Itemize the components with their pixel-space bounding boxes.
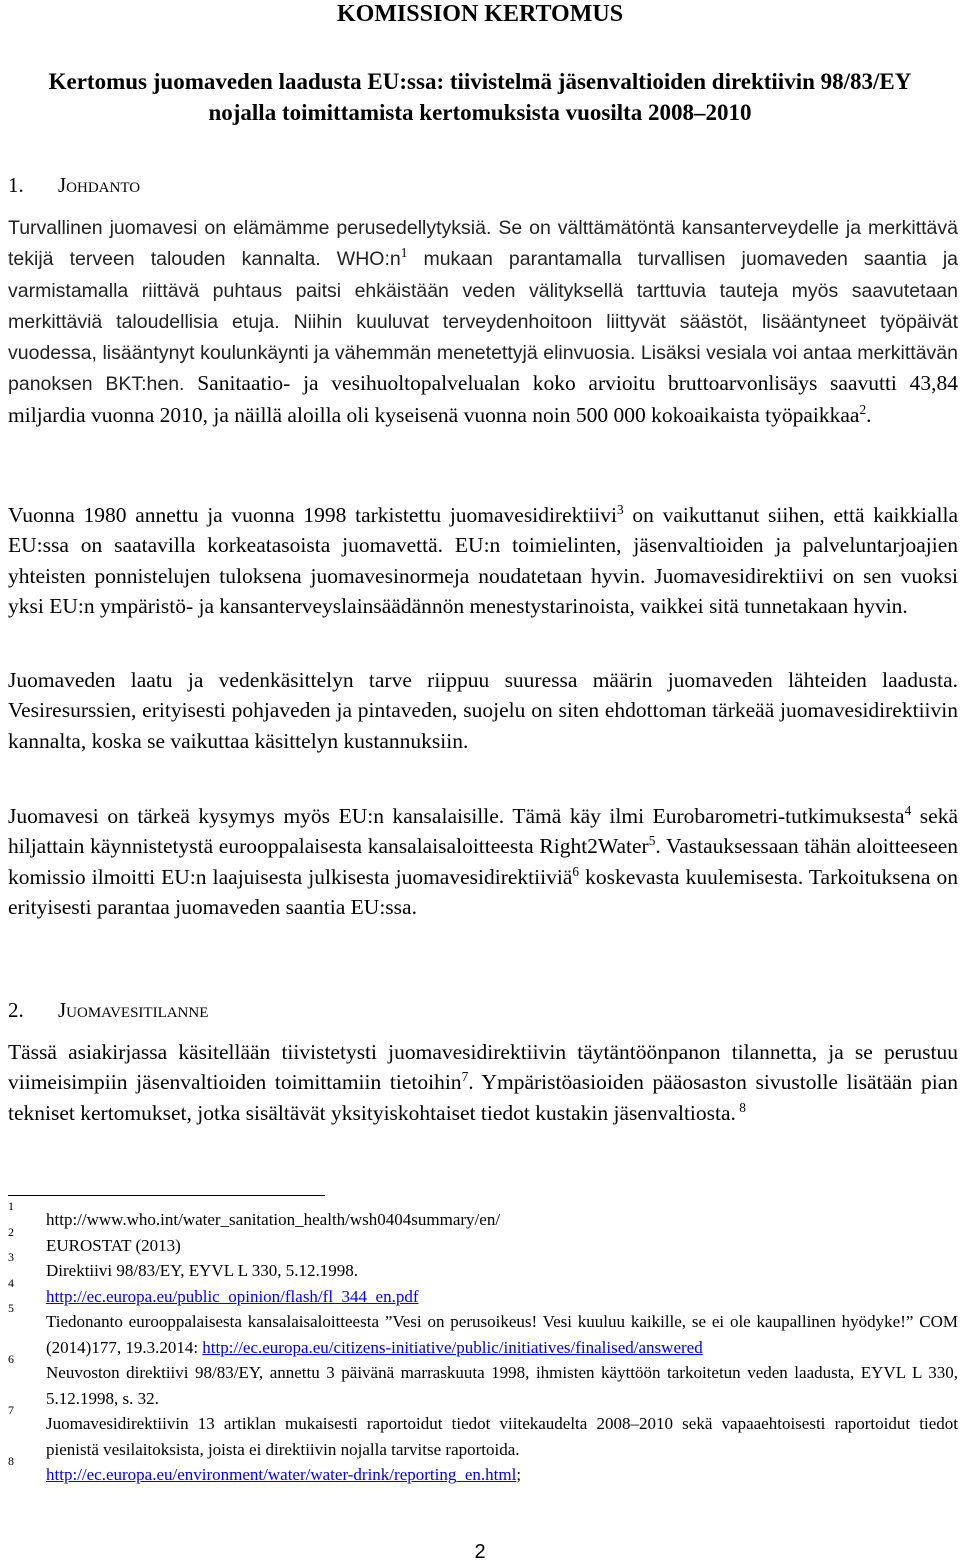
footnote-7 [8, 1403, 958, 1462]
footnote-text: http://www.who.int/water_sanitation_health/wsh0404summary/en/ [46, 1210, 501, 1229]
paragraph-text: Sanitaatio- ja vesihuoltopalvelualan koko arvioitu bruttoarvonlisäys saavutti 43,84 miljardia vuonna 2010, ja näillä aloilla oli kyseisenä vuonna noin 500 000 kokoaikaista työpaikkaa [8, 371, 959, 427]
section-1-paragraph-2 [8, 500, 958, 621]
section-1-heading [8, 172, 140, 198]
footnote-text: ; [516, 1465, 522, 1484]
footnote-text: Tiedonanto eurooppalaisesta kansalaisaloitteesta ”Vesi on perusoikeus! Vesi kuuluu kaikille, se ei ole kaupallinen hyödyke!” COM (2014)177, 19.3.2014: [46, 1312, 958, 1357]
footnote-4 [8, 1275, 958, 1310]
paragraph-text: sekä hiljattain käynnistetystä eurooppalaisesta kansalaisaloitteesta Right2Water [8, 804, 959, 859]
section-2-paragraph-1 [8, 1037, 958, 1128]
footnote-number: 8 [8, 1454, 14, 1468]
footnote-number: 4 [8, 1275, 14, 1290]
section-2-title: Juomavesitilanne [58, 998, 209, 1022]
paragraph-text: . Vastauksessaan tähän aloitteeseen komissio ilmoitti EU:n laajuisesta julkisesta juomavesidirektiiviä [8, 834, 958, 889]
paragraph-text: mukaan parantamalla turvallisen juomaveden saantia ja varmistamalla riittävä puhtaus paitsi ehkäistään veden välityksellä tarttuvia tauteja myös saavutetaan merkittäviä taloudellisia etuja. [8, 248, 958, 333]
footnote-separator [8, 1195, 325, 1196]
footnote-text: EUROSTAT (2013) [46, 1235, 181, 1255]
paragraph-text: on vaikuttanut siihen, että kaikkialla EU:ssa on saatavilla korkeatasoista juomavettä. EU:n toimielinten, jäsenvaltioiden ja palveluntarjoajien yhteisten ponnistelujen tuloksena juomavesinormeja noudatetaan hyvin. Juomavesidirektiivi on sen vuoksi yksi EU:n ympäristö- ja kansanterveyslainsäädännön menestystarinoista, vaikkei sitä tunnetakaan hyvin. [8, 503, 959, 618]
paragraph-text: Vuonna 1980 annettu ja vuonna 1998 tarkistettu juomavesidirektiivi [8, 503, 618, 527]
section-2-number: 2. [8, 998, 24, 1022]
footnote-ref-4[interactable]: 4 [904, 802, 912, 818]
footnote-3 [8, 1250, 958, 1284]
paragraph-text: Niihin kuuluvat terveydenhoitoon liittyvät säästöt, lisääntyneet työpäivät vuodessa, lisääntynyt koulunkäynti ja vähemmän menetettyjä elinvuosia. Lisäksi vesiala voi antaa merkittävän panoksen BKT:hen. [8, 310, 959, 396]
paragraph-text: koskevasta kuulemisesta. Tarkoituksena on erityisesti parantaa juomaveden saantia EU:ssa. [8, 864, 958, 919]
footnote-ref-2[interactable]: 2 [859, 401, 867, 417]
section-1-paragraph-4 [8, 801, 958, 922]
footnote-ref-6[interactable]: 6 [572, 863, 580, 879]
footnote-number: 3 [8, 1250, 14, 1264]
section-2-heading [8, 997, 208, 1023]
section-1-number: 1. [8, 173, 24, 197]
paragraph-text: . [866, 402, 872, 427]
footnote-ref-1[interactable]: 1 [400, 245, 408, 261]
footnote-number: 7 [8, 1403, 14, 1417]
footnote-2 [8, 1224, 958, 1259]
footnote-number: 1 [8, 1199, 14, 1213]
paragraph-text: . Ympäristöasioiden pääosaston sivustolle lisätään pian tekniset kertomukset, jotka sisältävät yksityiskohtaiset tiedot kustakin jäsenvaltiosta. [8, 1070, 958, 1125]
footnote-1 [8, 1199, 958, 1233]
footnote-number: 6 [8, 1352, 14, 1366]
footnote-number: 5 [8, 1301, 14, 1315]
paragraph-text: Juomavesi on tärkeä kysymys myös EU:n kansalaisille. Tämä käy ilmi Eurobarometri-tutkimuksesta [8, 804, 905, 828]
footnote-ref-7[interactable]: 7 [461, 1069, 469, 1085]
section-1-paragraph-1 [8, 212, 958, 430]
paragraph-text: Turvallinen juomavesi on elämämme perusedellytyksiä. Se on välttämätöntä kansanterveydelle ja merkittävä tekijä terveen talouden kannalta. WHO:n [8, 217, 958, 271]
page-number: 2 [474, 1541, 486, 1563]
footnote-5 [8, 1301, 958, 1360]
report-subtitle: Kertomus juomaveden laadusta EU:ssa: tiivistelmä jäsenvaltioiden direktiivin 98/83/EY nojalla toimittamista kertomuksista vuosilta 2008–2010 [48, 69, 912, 125]
footnote-6 [8, 1352, 958, 1411]
footnote-link[interactable]: http://ec.europa.eu/citizens-initiative/public/initiatives/finalised/answered [202, 1337, 703, 1357]
report-title: KOMISSION KERTOMUS [336, 1, 624, 27]
footnote-text: Direktiivi 98/83/EY, EYVL L 330, 5.12.1998. [46, 1261, 358, 1280]
footnote-number: 2 [8, 1224, 14, 1239]
paragraph-text: Tässä asiakirjassa käsitellään tiivistetysti juomavesidirektiivin täytäntöönpanon tilannetta, ja se perustuu viimeisimpiin jäsenvaltioiden toimittamiin tietoihin [8, 1040, 958, 1095]
footnote-text: Neuvoston direktiivi 98/83/EY, annettu 3 päivänä marraskuuta 1998, ihmisten käyttöön tarkoitetun veden laadusta, EYVL L 330, 5.12.1998, s. 32. [46, 1363, 958, 1408]
section-1-paragraph-3: Juomaveden laatu ja vedenkäsittelyn tarve riippuu suuressa määrin juomaveden lähteiden laadusta. Vesiresurssien, erityisesti pohjaveden ja pintaveden, suojelu on siten ehdottoman tärkeää juomavesidirektiivin kannalta, koska se vaikuttaa käsittelyn kustannuksiin. [8, 668, 958, 753]
footnote-ref-5[interactable]: 5 [648, 833, 656, 849]
footnote-text: Juomavesidirektiivin 13 artiklan mukaisesti raportoidut tiedot viitekaudelta 2008–2010 sekä vapaaehtoisesti raportoidut tiedot pienistä vesilaitoksista, joista ei direktiivin nojalla tarvitse raportoida. [46, 1414, 958, 1459]
section-1-title: Johdanto [58, 173, 141, 197]
footnote-ref-3[interactable]: 3 [617, 501, 624, 517]
footnote-8 [8, 1454, 958, 1488]
footnote-list [8, 1199, 958, 1488]
footnote-link[interactable]: http://ec.europa.eu/environment/water/water-drink/reporting_en.html [46, 1465, 517, 1484]
footnote-ref-8[interactable]: 8 [735, 1099, 746, 1115]
footnote-link[interactable]: http://ec.europa.eu/public_opinion/flash/fl_344_en.pdf [46, 1286, 419, 1306]
